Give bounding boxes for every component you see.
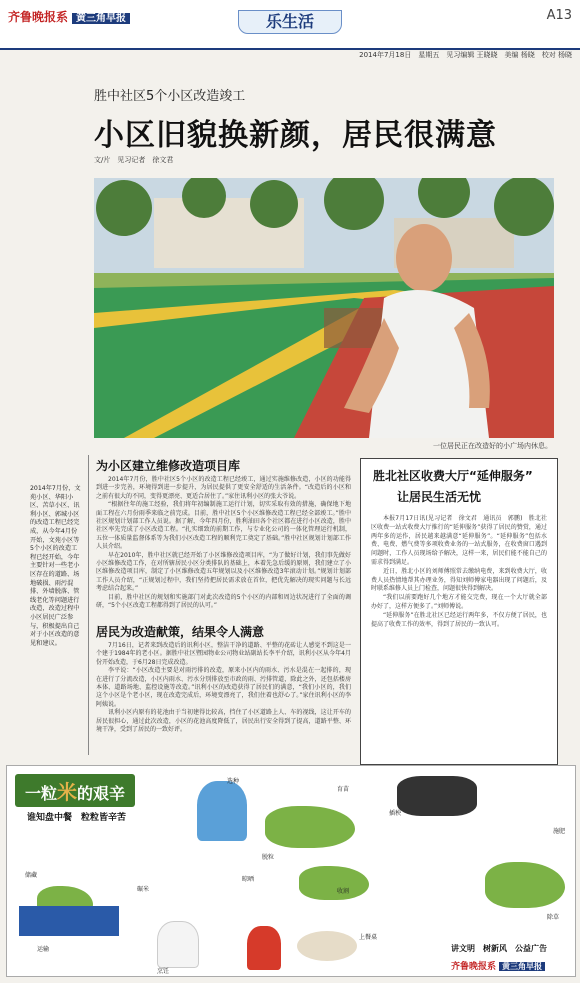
step-label: 烹饪 — [157, 968, 170, 975]
sidebar-article-title: 胜北社区收费大厅“延伸服务” — [373, 469, 533, 483]
step-label: 碾米 — [137, 886, 150, 893]
section1-title: 为小区建立维修改造项目库 — [96, 459, 241, 473]
paper-name: 齐鲁晚报 — [8, 10, 57, 24]
page-number: A13 — [546, 8, 572, 23]
masthead — [0, 0, 580, 50]
ad-subtitle: 谁知盘中餐 粒粒皆辛苦 — [27, 813, 127, 823]
rice-field-illustration — [485, 862, 565, 908]
step-label: 选种 — [227, 778, 240, 785]
paper-logo — [8, 8, 130, 25]
farmer-illustration — [197, 781, 247, 841]
article-photo — [94, 178, 554, 438]
column-divider — [88, 455, 89, 755]
step-label: 除草 — [547, 914, 560, 921]
section2-title: 居民为改造献策，结果令人满意 — [96, 625, 265, 639]
section2-body — [96, 642, 351, 734]
paragraph: 讯利小区内原有的花池由于当初建得比较高，挡住了小区道路上人、车的视线，这让开车的居民很担心，通过此次改造，小区的花池高度降低了，居民出行安全得到了提高，道路平整、环境干净，受到了居民的一致好评。 — [96, 709, 351, 734]
step-label: 收割 — [337, 888, 350, 895]
section-title: 乐生活 — [238, 10, 342, 34]
edition-badge: 黄三角早报 — [72, 13, 130, 24]
step-label: 储藏 — [25, 872, 38, 879]
ad-title-post: 的艰辛 — [77, 784, 126, 803]
paragraph: 2014年7月份，胜中社区5个小区的改造工程已经竣工，通过实施维修改造，小区的功能得到进一步完善，环境得到进一步提升，为居民提供了更安全舒适的生活条件。“改造后的小区和之前有很大的不同，变得更漂亮、更适合居住了。”家住讯利小区的张大爷说。 — [96, 476, 351, 500]
paragraph: “我们以前要跑好几个地方才能交完费，现在一个大厅就全部办好了，这样方便多了。”刘师傅说。 — [371, 594, 547, 610]
step-label: 插秧 — [389, 810, 402, 817]
sidebar-summary: 2014年7月份，文苑小区、华阳小区、苦草小区、讯利小区、郭城小区的改造工程已经完成，从今年4月份开始，文苑小区等5个小区的改造工程已经开始，今年主要针对一些老小区存在的道路、场地破损、雨污混排、外墙脱落、管线老化等问题进行改造，改造过程中小区居民广泛参与，积极提出自己对于小区改造的意见和建议。 — [30, 485, 81, 647]
sidebar-article-body — [371, 515, 547, 629]
ad-footer-logo — [451, 959, 545, 972]
article-byline: 文/片 见习记者 徐文君 — [94, 156, 174, 164]
step-label: 晾晒 — [242, 876, 255, 883]
article-subtitle: 胜中社区5个小区改造竣工 — [94, 89, 246, 104]
step-label: 脱粒 — [262, 854, 275, 861]
step-label: 运输 — [37, 946, 50, 953]
ad-title-pre: 一粒 — [25, 784, 58, 803]
footer-edition-badge: 黄三角早报 — [499, 962, 545, 971]
ad-slogan: 讲文明 树新风 公益广告 — [451, 944, 547, 953]
paragraph: “延伸服务”在胜北社区已经运行两年多，不仅方便了居民，也提高了收费工作的效率，得到了居民的一致认可。 — [371, 611, 547, 628]
diner-illustration — [247, 926, 281, 970]
public-service-ad — [6, 765, 576, 977]
step-label: 上餐桌 — [359, 934, 378, 941]
sidebar-article-subtitle: 让居民生活无忧 — [397, 490, 482, 504]
sidebar-article — [360, 458, 558, 765]
ad-title — [15, 774, 135, 807]
paragraph: 早在2010年，胜中社区就已经开始了小区维修改造项目库，“为了做好计划，我们事先做好小区维修改造工作，在对所辖居民小区分类排队的基础上，本着先急后缓的原则，我们建立了小区维修改造项目库，制定了小区维修改造五年规划以及小区维修改造3年滚动计划。”规划计划部工作人员介绍，“正规划过程中，我们坚持把居民需求放在首位，把优先解决的现实问题与长远考虑结合起来。” — [96, 551, 351, 593]
rice-bowl-illustration — [297, 931, 357, 961]
footer-paper-name: 齐鲁晚报 — [451, 962, 488, 972]
paragraph: 7月16日，记者来到改造后的讯利小区，整洁干净的道路、平整的花砖让人感觉不到这是一个建于1984年的老小区。据胜中社区暨园物业公司物业站副站长李平介绍，讯利小区从今年4月份开始改造，于6月28日完成改造。 — [96, 642, 351, 666]
footer-paper-suffix: 系 — [487, 962, 497, 972]
rice-field-illustration — [265, 806, 355, 848]
paragraph: 本报7月17日讯(见习记者 徐文君 通讯员 郭鹏) 胜北社区收费一站式收费大厅推行的“延伸服务”获得了居民的赞赏，通过两年多的运作，居民越来越满意“延伸服务”。“延伸服务”包括水费、电费、燃气费等多项收费业务的一站式服务，在收费窗口遇到问题时，工作人员现场给予解决，这样一来，居民们能不能自己的需求得到满足。 — [371, 515, 547, 566]
paper-suffix: 系 — [56, 10, 69, 24]
paragraph: 李平说：“小区改造主要是对雨污排的改造，原来小区内的雨水、污水是混在一起排的，现在进行了分流改造，小区内雨水、污水分别排放至市政的雨、污排管道，除此之外，还包括楼房本体、道路场地、监控设施等改造。”讯利小区的改造获得了居民们的满意，“我们小区的，我们这个小区是个老小区，现在改造完成后，环境变漂亮了，我们住着也舒心了。”家住讯利小区的李阿姨说。 — [96, 667, 351, 708]
cook-illustration — [157, 921, 199, 968]
step-label: 育苗 — [337, 786, 350, 793]
dateline: 2014年7月18日 星期五 见习编辑 王晓晓 美编 杨晓 校对 杨晓 — [359, 51, 572, 59]
paragraph: “根据往年的施工经验，我们将年初编制施工运行计划，切实采取有效的措施，确保地下地面工程在六月份雨季来临之前完成。目前，胜中社区5个小区维修改造工程已经全部竣工。”胜中社区规划计划部工作人员说。据了解，今年四月份，胜利油田各个社区都在进行小区改造，胜中社区率先完成了小区改造工程。“扎实细致的前期工作，与专业化公司的一体化管理运行机制，五位一体质量监督体系等为我们小区改造工程的顺利完工奠定了基础。”胜中社区规划计划部工作人员介绍。 — [96, 501, 351, 551]
photo-caption: 一位居民正在改造好的小广场内休息。 — [433, 442, 552, 450]
farmers-group-illustration — [397, 776, 477, 816]
paragraph: 近日，胜北小区的刘师傅照常去缴纳电费，来到收费大厅，收费人员热情地帮其办理业务，得知刘师傅家电器出现了问题后，及时联系维修人员上门检查，问题很快得到解决。 — [371, 567, 547, 593]
paragraph: 目前，胜中社区的规划和实施部门对此次改造的5个小区的内部和周边状况进行了全面的调研，“5个小区改造工程都得到了居民的认可。” — [96, 593, 351, 610]
section1-body — [96, 476, 351, 611]
rice-field-illustration — [299, 866, 369, 900]
article-headline: 小区旧貌换新颜，居民很满意 — [94, 118, 497, 153]
truck-illustration — [19, 906, 119, 936]
ad-title-rice: 米 — [57, 780, 78, 804]
photo-illustration — [94, 178, 554, 438]
step-label: 施肥 — [553, 828, 566, 835]
